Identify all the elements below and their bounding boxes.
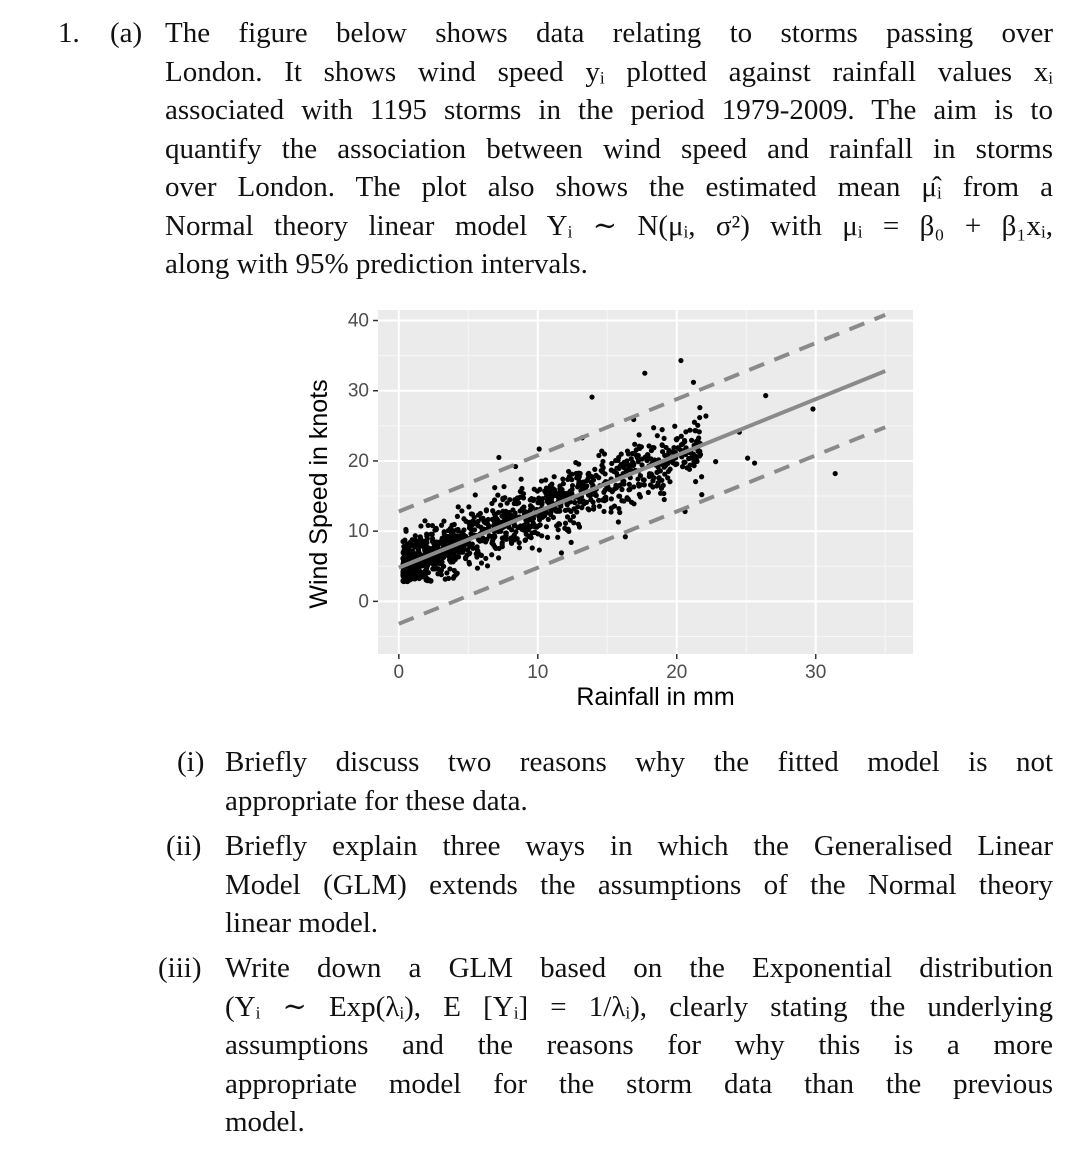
y-tick-label: 30	[347, 380, 369, 402]
data-point	[763, 393, 768, 398]
data-point	[555, 507, 560, 512]
data-point	[537, 446, 542, 451]
data-point	[680, 464, 685, 469]
data-point	[552, 491, 557, 496]
data-point	[492, 511, 497, 516]
data-point	[570, 483, 575, 488]
data-point	[428, 532, 433, 537]
data-point	[662, 472, 667, 477]
data-point	[474, 520, 479, 525]
data-point	[623, 534, 628, 539]
data-point	[483, 556, 488, 561]
data-point	[419, 538, 424, 543]
data-point	[578, 498, 583, 503]
data-point	[485, 521, 490, 526]
data-point	[500, 544, 505, 549]
intro-line: Normal theory linear model Yᵢ ∼ N(μᵢ, σ²) with μᵢ = β₀ + β₁xᵢ,	[165, 209, 1053, 242]
data-point	[461, 527, 466, 532]
data-point	[503, 509, 508, 514]
data-point	[496, 555, 501, 560]
data-point	[612, 503, 617, 508]
data-point	[642, 482, 647, 487]
data-point	[572, 500, 577, 505]
data-point	[545, 535, 550, 540]
data-point	[589, 394, 594, 399]
data-point	[638, 473, 643, 478]
data-point	[642, 477, 647, 482]
data-point	[601, 490, 606, 495]
data-point	[530, 545, 535, 550]
y-axis-ticks	[348, 311, 378, 613]
data-point	[468, 526, 473, 531]
x-tick-label: 20	[666, 662, 688, 683]
data-point	[667, 479, 672, 484]
data-point	[532, 487, 537, 492]
data-point	[495, 493, 500, 498]
data-point	[745, 456, 750, 461]
data-point	[634, 447, 639, 452]
x-tick-label: 30	[805, 662, 827, 683]
data-point	[560, 476, 565, 481]
subpart-line: Briefly discuss two reasons why the fitted model is not	[225, 746, 1053, 778]
data-point	[470, 512, 475, 517]
x-axis-ticks	[394, 654, 827, 683]
data-point	[568, 518, 573, 523]
data-point	[405, 579, 410, 584]
data-point	[464, 553, 469, 558]
data-point	[401, 578, 406, 583]
data-point	[683, 429, 688, 434]
data-point	[609, 496, 614, 501]
data-point	[512, 532, 517, 537]
data-point	[666, 450, 671, 455]
data-point	[410, 573, 415, 578]
data-point	[492, 520, 497, 525]
data-point	[510, 507, 515, 512]
data-point	[654, 470, 659, 475]
data-point	[402, 538, 407, 543]
data-point	[521, 525, 526, 530]
data-point	[438, 541, 443, 546]
data-point	[660, 442, 665, 447]
data-point	[586, 507, 591, 512]
data-point	[542, 489, 547, 494]
data-point	[473, 492, 478, 497]
data-point	[467, 561, 472, 566]
data-point	[456, 504, 461, 509]
data-point	[682, 438, 687, 443]
data-point	[452, 568, 457, 573]
data-point	[596, 453, 601, 458]
data-point	[565, 502, 570, 507]
data-point	[414, 539, 419, 544]
data-point	[692, 428, 697, 433]
data-point	[418, 523, 423, 528]
data-point	[435, 571, 440, 576]
data-point	[699, 474, 704, 479]
data-point	[613, 458, 618, 463]
data-point	[555, 535, 560, 540]
data-point	[546, 492, 551, 497]
data-point	[501, 484, 506, 489]
x-tick-label: 0	[393, 662, 405, 683]
data-point	[529, 496, 534, 501]
data-point	[453, 557, 458, 562]
subpart-line: Write down a GLM based on the Exponential distribution	[225, 952, 1053, 984]
data-point	[658, 491, 663, 496]
data-point	[561, 481, 566, 486]
storm-scatter-figure	[300, 300, 930, 720]
data-point	[548, 508, 553, 513]
data-point	[477, 552, 482, 557]
subpart-line: appropriate for these data.	[225, 784, 528, 817]
data-point	[443, 539, 448, 544]
data-point	[675, 445, 680, 450]
data-point	[655, 433, 660, 438]
data-point	[447, 556, 452, 561]
question-number: 1.	[58, 17, 80, 49]
data-point	[502, 495, 507, 500]
question-intro	[165, 14, 1053, 284]
data-point	[470, 546, 475, 551]
data-point	[466, 504, 471, 509]
data-point	[533, 523, 538, 528]
subpart-i-text	[225, 743, 1053, 820]
data-point	[452, 533, 457, 538]
data-point	[413, 533, 418, 538]
intro-line: associated with 1195 storms in the period 1979-2009. The aim is to	[165, 94, 1053, 126]
data-point	[574, 471, 579, 476]
data-point	[646, 490, 651, 495]
data-point	[498, 503, 503, 508]
y-tick-label: 10	[347, 521, 369, 543]
data-point	[575, 504, 580, 509]
subpart-i-label: (i)	[177, 746, 205, 778]
subpart-line: appropriate model for the storm data than the previous	[225, 1067, 1053, 1100]
y-tick-label: 20	[347, 450, 369, 472]
data-point	[442, 531, 447, 536]
subpart-ii-text	[225, 827, 1053, 943]
data-point	[483, 538, 488, 543]
data-point	[422, 518, 427, 523]
data-point	[619, 487, 624, 492]
data-point	[517, 540, 522, 545]
data-point	[539, 500, 544, 505]
data-point	[492, 485, 497, 490]
data-point	[476, 513, 481, 518]
data-point	[632, 442, 637, 447]
data-point	[642, 371, 647, 376]
data-point	[614, 471, 619, 476]
x-tick-label: 10	[527, 662, 549, 683]
subpart-line: assumptions and the reasons for why this is a more	[225, 1029, 1053, 1061]
data-point	[418, 569, 423, 574]
intro-line: The figure below shows data relating to storms passing over	[165, 17, 1053, 49]
data-point	[569, 477, 574, 482]
data-point	[661, 483, 666, 488]
data-point	[638, 494, 643, 499]
data-point	[492, 497, 497, 502]
y-axis-label: Wind Speed in knots	[305, 379, 333, 609]
data-point	[621, 498, 626, 503]
data-point	[629, 456, 634, 461]
data-point	[444, 570, 449, 575]
data-point	[492, 544, 497, 549]
data-point	[484, 507, 489, 512]
data-point	[461, 547, 466, 552]
data-point	[660, 449, 665, 454]
data-point	[503, 530, 508, 535]
data-point	[452, 574, 457, 579]
data-point	[403, 527, 408, 532]
data-point	[566, 469, 571, 474]
data-point	[412, 552, 417, 557]
data-point	[692, 460, 697, 465]
data-point	[662, 436, 667, 441]
data-point	[697, 405, 702, 410]
data-point	[538, 522, 543, 527]
subpart-line: Briefly explain three ways in which the Generalised Linear	[225, 830, 1053, 862]
data-point	[526, 527, 531, 532]
data-point	[408, 550, 413, 555]
data-point	[449, 528, 454, 533]
data-point	[678, 358, 683, 363]
data-point	[696, 435, 701, 440]
data-point	[663, 463, 668, 468]
data-point	[603, 495, 608, 500]
data-point	[631, 501, 636, 506]
subpart-line: Model (GLM) extends the assumptions of the Normal theory	[225, 868, 1053, 901]
data-point	[681, 460, 686, 465]
data-point	[517, 545, 522, 550]
data-point	[651, 425, 656, 430]
data-point	[485, 563, 490, 568]
data-point	[627, 482, 632, 487]
data-point	[635, 455, 640, 460]
data-point	[425, 578, 430, 583]
data-point	[402, 571, 407, 576]
data-point	[703, 413, 708, 418]
data-point	[432, 541, 437, 546]
data-point	[591, 504, 596, 509]
data-point	[586, 471, 591, 476]
data-point	[713, 459, 718, 464]
data-point	[443, 577, 448, 582]
data-point	[554, 523, 559, 528]
data-point	[505, 501, 510, 506]
data-point	[552, 474, 557, 479]
data-point	[590, 475, 595, 480]
data-point	[697, 415, 702, 420]
data-point	[517, 508, 522, 513]
data-point	[577, 524, 582, 529]
data-point	[424, 566, 429, 571]
data-point	[619, 452, 624, 457]
data-point	[537, 547, 542, 552]
data-point	[559, 550, 564, 555]
data-point	[512, 537, 517, 542]
data-point	[548, 483, 553, 488]
data-point	[573, 460, 578, 465]
data-point	[625, 448, 630, 453]
subpart-iii-text	[225, 949, 1053, 1142]
data-point	[592, 467, 597, 472]
data-point	[413, 567, 418, 572]
y-tick-label: 40	[347, 310, 369, 332]
intro-line: quantify the association between wind speed and rainfall in storms	[165, 132, 1053, 165]
data-point	[833, 471, 838, 476]
data-point	[648, 482, 653, 487]
data-point	[514, 498, 519, 503]
data-point	[600, 469, 605, 474]
data-point	[439, 523, 444, 528]
data-point	[599, 463, 604, 468]
data-point	[439, 567, 444, 572]
data-point	[692, 420, 697, 425]
data-point	[435, 558, 440, 563]
data-point	[752, 460, 757, 465]
intro-line: over London. The plot also shows the estimated mean μ̂ᵢ from a	[165, 171, 1053, 203]
data-point	[577, 479, 582, 484]
data-point	[691, 380, 696, 385]
data-point	[425, 536, 430, 541]
data-point	[500, 535, 505, 540]
intro-line: London. It shows wind speed yᵢ plotted against rainfall values xᵢ	[165, 55, 1053, 88]
data-point	[699, 492, 704, 497]
data-point	[614, 466, 619, 471]
subpart-line: (Yᵢ ∼ Exp(λᵢ), E [Yᵢ] = 1/λᵢ), clearly stating the underlying	[225, 990, 1053, 1023]
data-point	[455, 514, 460, 519]
data-point	[662, 497, 667, 502]
data-point	[453, 548, 458, 553]
data-point	[486, 517, 491, 522]
data-point	[616, 519, 621, 524]
data-point	[426, 523, 431, 528]
subpart-line: linear model.	[225, 907, 379, 939]
data-point	[452, 522, 457, 527]
data-point	[489, 552, 494, 557]
data-point	[518, 489, 523, 494]
data-point	[526, 534, 531, 539]
data-point	[543, 477, 548, 482]
scatter-plot	[300, 300, 930, 720]
data-point	[496, 455, 501, 460]
data-point	[434, 527, 439, 532]
data-point	[588, 497, 593, 502]
data-point	[608, 509, 613, 514]
data-point	[602, 451, 607, 456]
data-point	[601, 509, 606, 514]
data-point	[509, 527, 514, 532]
data-point	[647, 471, 652, 476]
data-point	[544, 524, 549, 529]
data-point	[475, 566, 480, 571]
data-point	[616, 494, 621, 499]
part-a-label: (a)	[110, 17, 143, 49]
subpart-line: model.	[225, 1106, 305, 1138]
data-point	[431, 566, 436, 571]
data-point	[627, 487, 632, 492]
data-point	[693, 479, 698, 484]
subpart-ii-label: (ii)	[166, 830, 202, 862]
data-point	[651, 445, 656, 450]
subpart-iii-label: (iii)	[158, 952, 202, 984]
data-point	[810, 406, 815, 411]
data-point	[563, 521, 568, 526]
data-point	[568, 509, 573, 514]
x-axis-label: Rainfall in mm	[576, 683, 735, 711]
data-point	[407, 554, 412, 559]
data-point	[566, 529, 571, 534]
data-point	[459, 508, 464, 513]
data-point	[626, 466, 631, 471]
data-point	[689, 438, 694, 443]
data-point	[660, 427, 665, 432]
data-point	[672, 424, 677, 429]
data-point	[400, 556, 405, 561]
data-point	[656, 476, 661, 481]
data-point	[674, 437, 679, 442]
data-point	[594, 493, 599, 498]
data-point	[557, 486, 562, 491]
data-point	[639, 456, 644, 461]
data-point	[584, 478, 589, 483]
data-point	[637, 432, 642, 437]
y-tick-label: 0	[358, 591, 369, 613]
data-point	[466, 520, 471, 525]
data-point	[479, 560, 484, 565]
data-point	[654, 483, 659, 488]
data-point	[532, 530, 537, 535]
data-point	[589, 480, 594, 485]
data-point	[684, 465, 689, 470]
intro-line: along with 95% prediction intervals.	[165, 248, 588, 280]
data-point	[597, 504, 602, 509]
data-point	[631, 463, 636, 468]
data-point	[691, 451, 696, 456]
data-point	[519, 477, 524, 482]
data-point	[648, 456, 653, 461]
data-point	[430, 556, 435, 561]
data-point	[614, 485, 619, 490]
data-point	[569, 540, 574, 545]
data-point	[617, 510, 622, 515]
data-point	[551, 515, 556, 520]
data-point	[668, 467, 673, 472]
